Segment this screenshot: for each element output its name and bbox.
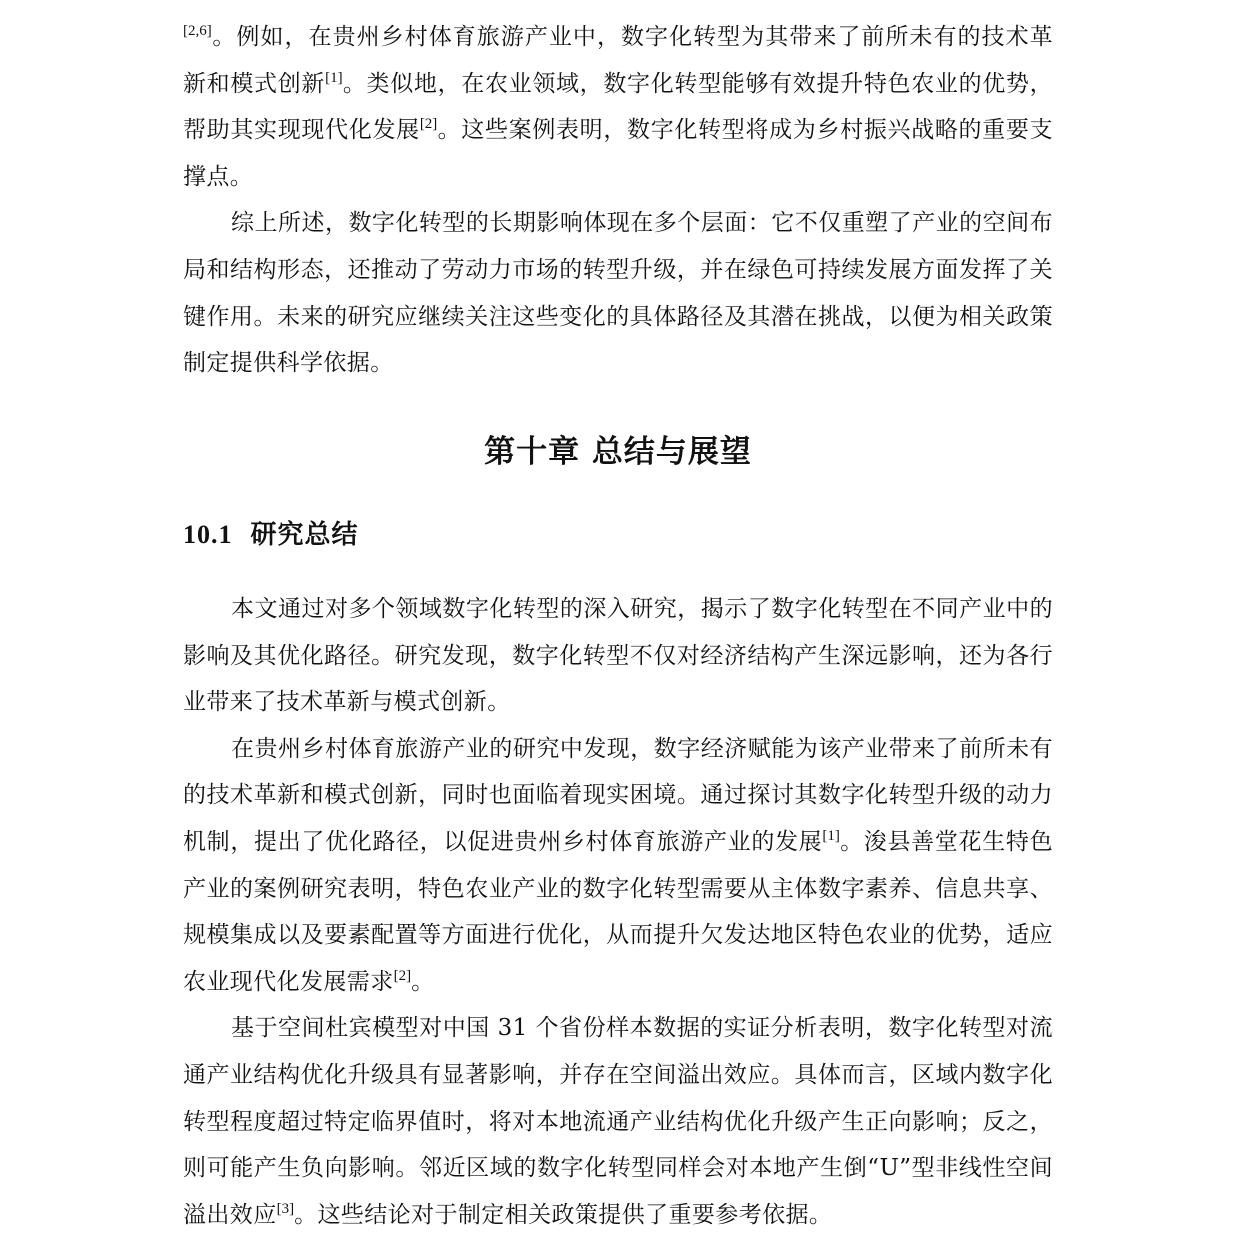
body-text: 。浚县善堂花生特色产业的案例研究表明，特色农业产业的数字化转型需要从主体数字素养、信息共享、规模集成以及要素配置等方面进行优化，从而提升欠发达地区特色农业的优势，适应农业现代化发展需求 <box>183 828 1053 995</box>
body-text: 。这些结论对于制定相关政策提供了重要参考依据。 <box>294 1201 833 1228</box>
section-heading <box>183 514 359 551</box>
citation-ref: [2] <box>393 967 412 984</box>
body-block <box>183 586 1053 1238</box>
citation-ref: [1] <box>822 827 840 844</box>
body-text: 基于空间杜宾模型对中国 31 个省份样本数据的实证分析表明，数字化转型对流通产业结构优化升级具有显著影响，并存在空间溢出效应。具体而言，区域内数字化转型程度超过特定临界值时，将对本地流通产业结构优化升级产生正向影响；反之，则可能产生负向影响。邻近区域的数字化转型同样会对本地产生倒“U”型非线性空间溢出效应 <box>183 1015 1053 1228</box>
body-paragraph-3 <box>183 1005 1053 1238</box>
intro-paragraph-1 <box>183 14 1053 200</box>
intro-text: 。类似地，在农业领域，数字化转型能够有效提升特色农业的优势，帮助其实现现代化发展 <box>183 70 1054 144</box>
intro-paragraph-2: 综上所述，数字化转型的长期影响体现在多个层面：它不仅重塑了产业的空间布局和结构形态，还推动了劳动力市场的转型升级，并在绿色可持续发展方面发挥了关键作用。未来的研究应继续关注这些变化的具体路径及其潜在挑战，以便为相关政策制定提供科学依据。 <box>183 210 1053 377</box>
intro-text: 。例如，在贵州乡村体育旅游产业中，数字化转型为其带来了前所未有的技术革新和模式创新 <box>183 24 1053 97</box>
citation-ref: [1] <box>325 69 343 86</box>
body-text: 在贵州乡村体育旅游产业的研究中发现，数字经济赋能为该产业带来了前所未有的技术革新和模式创新，同时也面临着现实困境。通过探讨其数字化转型升级的动力机制，提出了优化路径，以促进贵州乡村体育旅游产业的发展 <box>183 735 1053 855</box>
intro-block <box>183 14 1053 387</box>
body-paragraph-2 <box>183 726 1053 1006</box>
body-text: 。 <box>411 968 435 995</box>
section-number: 10.1 <box>183 520 233 549</box>
chapter-title: 第十章 总结与展望 <box>484 434 752 470</box>
citation-ref: [2] <box>419 116 438 133</box>
citation-ref: [2,6] <box>183 23 212 39</box>
body-paragraph-1: 本文通过对多个领域数字化转型的深入研究，揭示了数字化转型在不同产业中的影响及其优化路径。研究发现，数字化转型不仅对经济结构产生深远影响，还为各行业带来了技术革新与模式创新。 <box>183 596 1053 716</box>
citation-ref: [3] <box>276 1200 295 1217</box>
intro-text: 。这些案例表明，数字化转型将成为乡村振兴战略的重要支撑点。 <box>183 117 1054 190</box>
section-title: 研究总结 <box>250 520 359 550</box>
